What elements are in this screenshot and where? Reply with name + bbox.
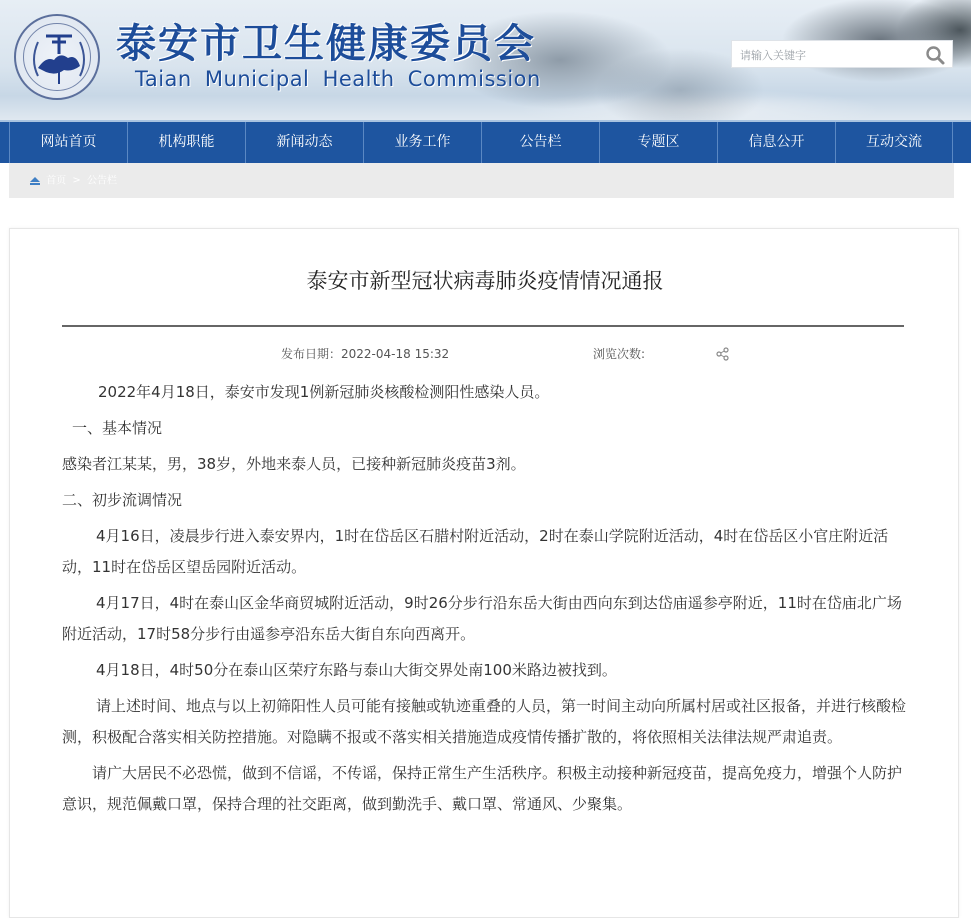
nav-item-topics[interactable]: 专题区	[599, 122, 717, 163]
emblem-icon	[16, 16, 102, 102]
view-count	[593, 345, 645, 362]
nav-item-disclosure[interactable]: 信息公开	[717, 122, 835, 163]
nav-item-functions[interactable]: 机构职能	[127, 122, 245, 163]
section-heading-basic: 一、基本情况	[72, 419, 163, 437]
publish-date-label: 发布日期：	[281, 347, 342, 361]
paragraph-basic-info: 感染者江某某，男，38岁，外地来泰人员，已接种新冠肺炎疫苗3剂。	[62, 455, 526, 473]
paragraph-apr16: 4月16日，凌晨步行进入泰安界内，1时在岱岳区石腊村附近活动，2时在泰山学院附近活动，4时在岱岳区小官庄附近活动，11时在岱岳区望岳园附近活动。	[62, 527, 889, 576]
nav-item-news[interactable]: 新闻动态	[245, 122, 363, 163]
header-banner	[0, 0, 971, 120]
search-icon[interactable]	[924, 44, 946, 66]
paragraph-intro: 2022年4月18日，泰安市发现1例新冠肺炎核酸检测阳性感染人员。	[98, 383, 550, 401]
view-count-label: 浏览次数:	[593, 347, 646, 361]
paragraph-apr18: 4月18日，4时50分在泰山区荣疗东路与泰山大街交界处南100米路边被找到。	[96, 661, 617, 679]
article-panel	[9, 228, 959, 918]
site-title-en: Taian Municipal Health Commission	[135, 67, 541, 91]
publish-date-value: 2022-04-18 15:32	[341, 347, 450, 361]
home-icon	[29, 176, 41, 186]
section-heading-trace: 二、初步流调情况	[62, 491, 183, 509]
share-icon[interactable]	[716, 347, 730, 361]
breadcrumb-current[interactable]: 公告栏	[86, 175, 117, 187]
site-title-cn: 泰安市卫生健康委员会	[116, 20, 536, 67]
breadcrumb-separator: >	[72, 175, 81, 186]
article-body	[62, 377, 910, 825]
article-title: 泰安市新型冠状病毒肺炎疫情情况通报	[306, 269, 664, 293]
title-divider	[62, 325, 904, 327]
emblem-logo[interactable]	[14, 14, 100, 100]
publish-date	[281, 345, 449, 362]
nav-item-notices[interactable]: 公告栏	[481, 122, 599, 163]
nav-item-business[interactable]: 业务工作	[363, 122, 481, 163]
breadcrumb-home[interactable]: 首页	[46, 175, 67, 187]
search-input[interactable]	[740, 45, 920, 65]
main-nav	[0, 120, 971, 163]
paragraph-reporting-notice: 请上述时间、地点与以上初筛阳性人员可能有接触或轨迹重叠的人员，第一时间主动向所属村居或社区报备，并进行核酸检测，积极配合落实相关防控措施。对隐瞒不报或不落实相关措施造成疫情传播扩散的，将依照相关法律法规严肃追责。	[62, 697, 907, 746]
search-box	[731, 40, 953, 68]
paragraph-apr17: 4月17日，4时在泰山区金华商贸城附近活动，9时26分步行沿东岳大街由西向东到达岱庙遥参亭附近，11时在岱庙北广场附近活动，17时58分步行由遥参亭沿东岳大街自东向西离开。	[62, 594, 902, 643]
paragraph-public-advice: 请广大居民不必恐慌，做到不信谣，不传谣，保持正常生产生活秩序。积极主动接种新冠疫苗，提高免疫力，增强个人防护意识，规范佩戴口罩，保持合理的社交距离，做到勤洗手、戴口罩、常通风、少聚集。	[62, 764, 903, 813]
breadcrumb	[9, 163, 954, 198]
nav-item-interaction[interactable]: 互动交流	[835, 122, 953, 163]
nav-item-home[interactable]: 网站首页	[9, 122, 127, 163]
